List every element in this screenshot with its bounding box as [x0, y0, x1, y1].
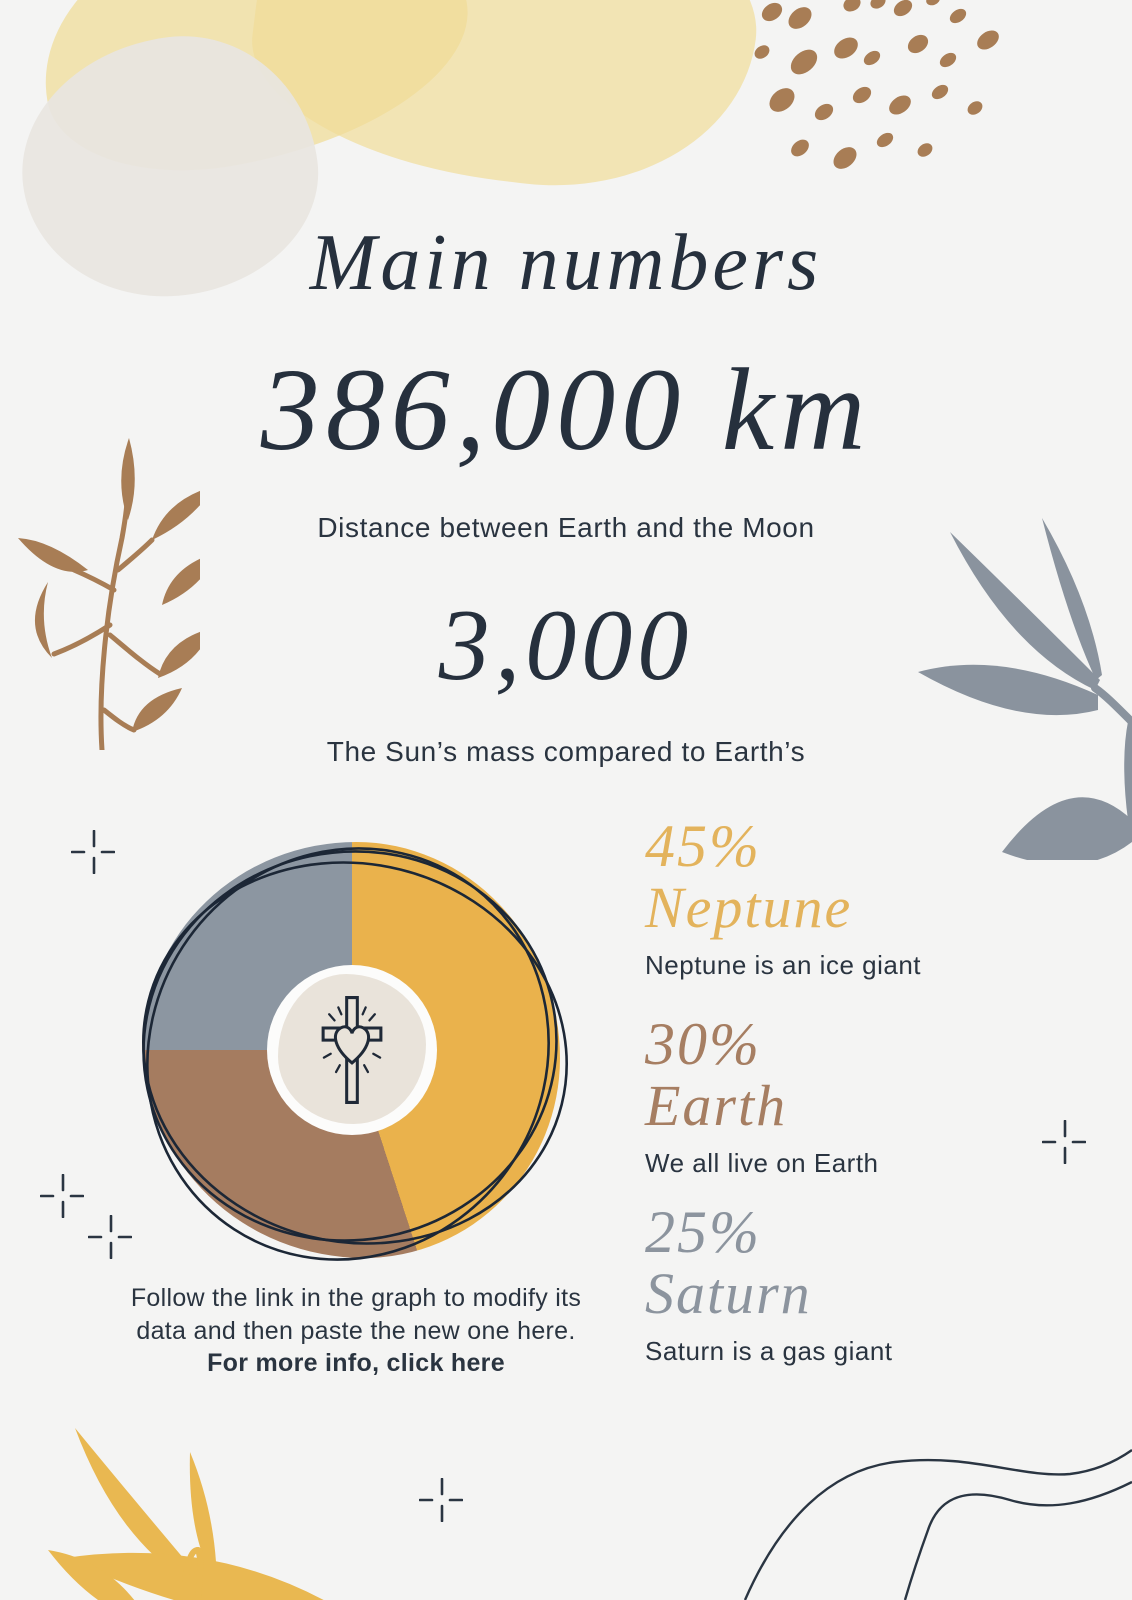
wave-lines-icon [690, 1400, 1132, 1600]
legend-caption-earth: We all live on Earth [645, 1147, 879, 1178]
legend-percent-saturn: 25% [645, 1199, 761, 1265]
yellow-plant-icon [20, 1400, 440, 1600]
legend-caption-neptune: Neptune is an ice giant [645, 949, 922, 980]
stat-value-distance: 386,000 km [260, 344, 872, 475]
cross-with-heart-icon [314, 993, 390, 1107]
pie-center [267, 965, 437, 1135]
legend-percent-neptune: 45% [645, 813, 761, 879]
legend-caption-saturn: Saturn is a gas giant [645, 1335, 893, 1366]
stat-caption-distance: Distance between Earth and the Moon [317, 512, 815, 543]
legend-item-saturn [645, 1199, 1065, 1367]
sparkle-plus-icon [71, 830, 115, 874]
page-title: Main numbers [309, 219, 823, 307]
legend-name-earth: Earth [645, 1073, 788, 1138]
stat-caption-sun-mass: The Sun’s mass compared to Earth’s [326, 736, 806, 767]
sparkle-plus-icon [88, 1215, 132, 1259]
legend-name-neptune: Neptune [645, 875, 853, 940]
pie-chart[interactable] [142, 840, 562, 1260]
legend-item-earth [645, 1011, 1065, 1179]
footer-note [118, 1282, 594, 1380]
sparkle-plus-icon [40, 1174, 84, 1218]
footer-instructions: Follow the link in the graph to modify its data and then paste the new one here. [130, 1284, 582, 1345]
sparkle-plus-icon [1042, 1120, 1086, 1164]
legend-name-saturn: Saturn [645, 1261, 812, 1326]
stat-value-sun-mass: 3,000 [438, 589, 694, 702]
legend-item-neptune [645, 813, 1065, 981]
watercolor-blob-yellow [239, 0, 772, 209]
legend-percent-earth: 30% [645, 1011, 761, 1077]
dots-pattern-icon [740, 0, 1040, 175]
more-info-link[interactable]: For more info, click here [207, 1349, 505, 1377]
